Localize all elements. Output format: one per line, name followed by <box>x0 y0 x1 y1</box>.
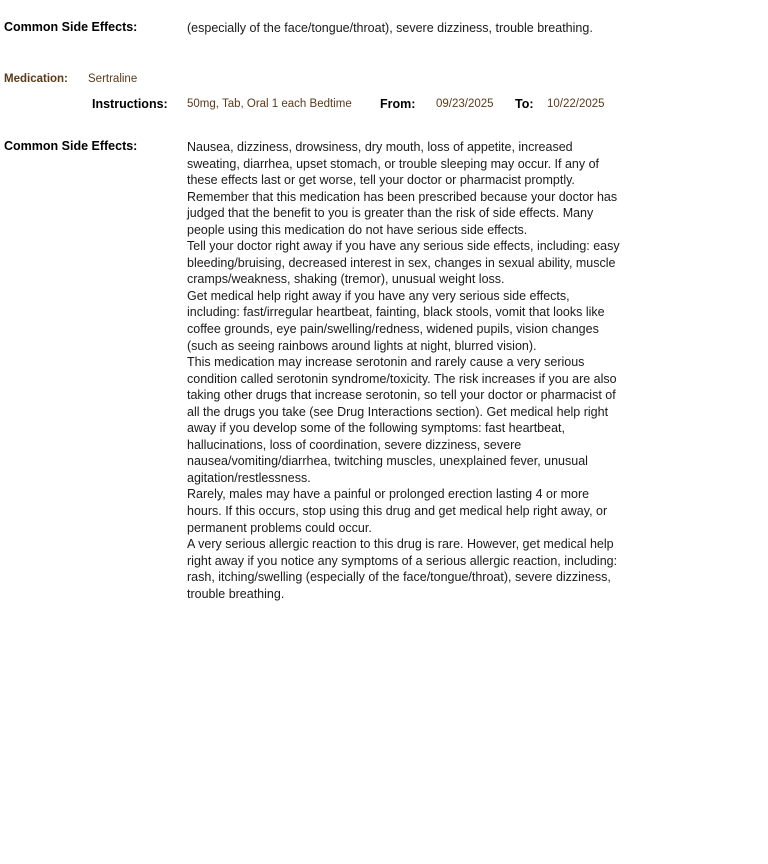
from-date: 09/23/2025 <box>436 98 494 110</box>
side-effects-paragraph: Rarely, males may have a painful or prolonged erection lasting 4 or more hours. If this occurs, stop using this drug and get medical help right away, or permanent problems could occur. <box>187 487 608 535</box>
medication-label: Medication: <box>4 73 68 85</box>
to-date: 10/22/2025 <box>547 98 605 110</box>
to-label: To: <box>515 97 534 111</box>
side-effects-paragraph: Nausea, dizziness, drowsiness, dry mouth, loss of appetite, increased sweating, diarrhea, upset stomach, or trouble sleeping may occur. If any of these effects last or get worse, tell your doctor or pharmacist promptly. <box>187 140 600 188</box>
from-label: From: <box>380 97 416 111</box>
continuation-text: (especially of the face/tongue/throat), severe dizziness, trouble breathing. <box>187 21 593 35</box>
side-effects-paragraph: Tell your doctor right away if you have any serious side effects, including: easy bleeding/bruising, decreased interest in sex, changes in sexual ability, muscle cramps/weakness, shaking (tremor), unusual weight loss. <box>187 239 620 287</box>
side-effects-paragraph: Get medical help right away if you have any very serious side effects, including: fast/irregular heartbeat, fainting, black stools, vomit that looks like coffee grounds, eye pain/swelling/redness, widened pupils, vision changes (such as seeing rainbows around lights at night, blurred vision). <box>187 288 605 353</box>
medication-name: Sertraline <box>88 73 138 85</box>
side-effects-label: Common Side Effects: <box>4 139 138 153</box>
instructions-label: Instructions: <box>92 97 168 111</box>
side-effects-paragraph: Remember that this medication has been prescribed because your doctor has judged that the benefit to you is greater than the risk of side effects. Many people using this medication do not have serious side effects. <box>187 189 618 237</box>
side-effects-text <box>187 139 623 602</box>
continuation-label: Common Side Effects: <box>4 20 138 34</box>
instructions-value: 50mg, Tab, Oral 1 each Bedtime <box>187 98 352 110</box>
side-effects-paragraph: A very serious allergic reaction to this drug is rare. However, get medical help right away if you notice any symptoms of a serious allergic reaction, including: rash, itching/swelling (especially of the face/tongue/throat), severe dizziness, trouble breathing. <box>187 537 618 601</box>
side-effects-paragraph: This medication may increase serotonin and rarely cause a very serious condition called serotonin syndrome/toxicity. The risk increases if you are also taking other drugs that increase serotonin, so tell your doctor or pharmacist of all the drugs you take (see Drug Interactions section). Get medical help right away if you develop some of the following symptoms: fast heartbeat, hallucinations, loss of coordination, severe dizziness, severe nausea/vomiting/diarrhea, twitching muscles, unexplained fever, unusual agitation/restlessness. <box>187 355 617 485</box>
